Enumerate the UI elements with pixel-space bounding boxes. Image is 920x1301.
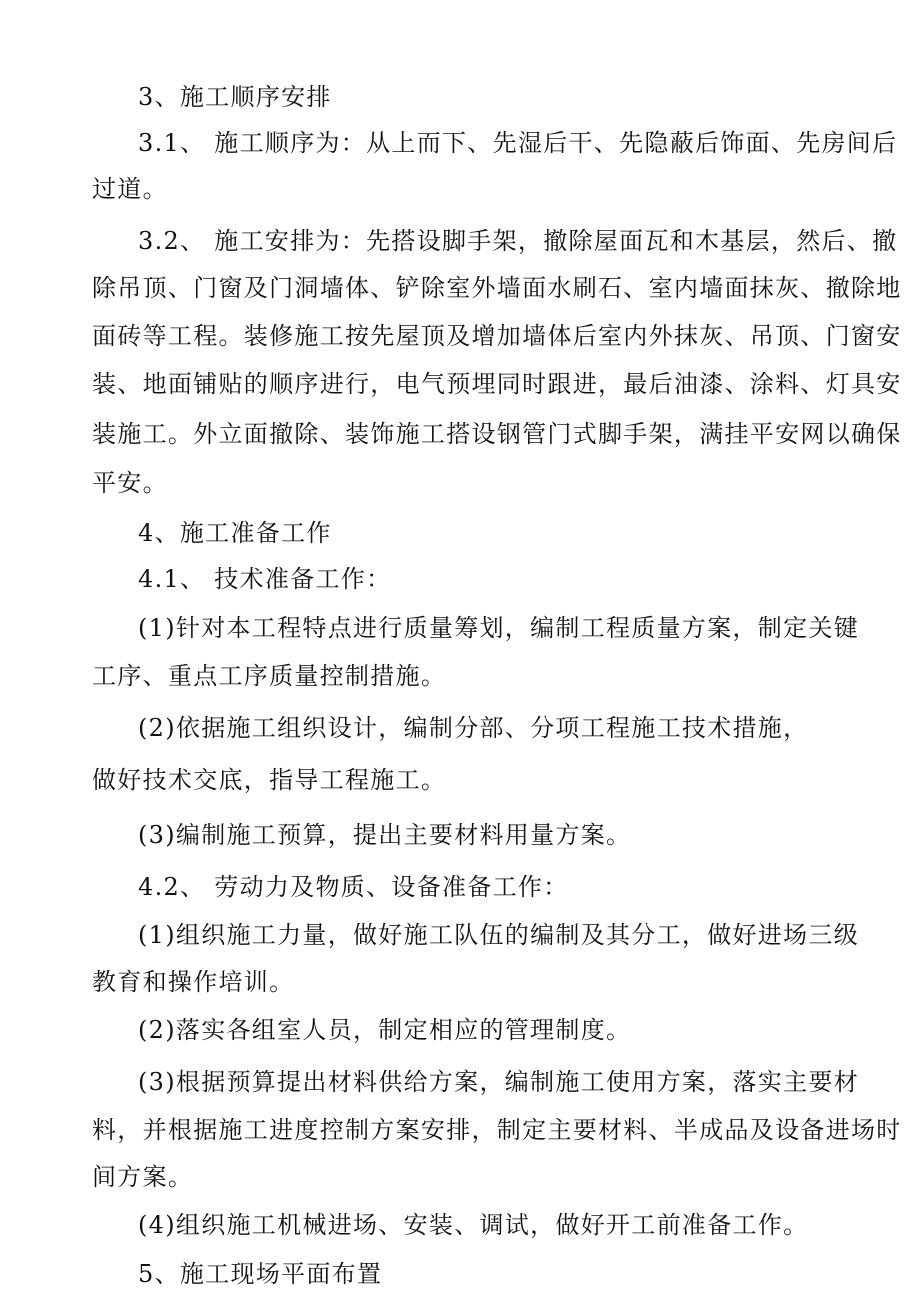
para-3-1-line-2: 过道。 (92, 175, 168, 203)
item-4-2-1-line-2: 教育和操作培训。 (92, 968, 295, 996)
section-4-heading: 4、施工准备工作 (138, 519, 332, 547)
para-3-2-line-1: 3.2、 施工安排为：先搭设脚手架，撤除屋面瓦和木基层，然后、撤 (138, 227, 898, 255)
para-3-2-line-3: 面砖等工程。装修施工按先屋顶及增加墙体后室内外抹灰、吊顶、门窗安 (92, 322, 902, 350)
item-4-2-3-line-2: 料，并根据施工进度控制方案安排，制定主要材料、半成品及设备进场时 (92, 1116, 902, 1144)
para-3-2-line-5: 装施工。外立面撤除、装饰施工搭设钢管门式脚手架，满挂平安网以确保 (92, 420, 902, 448)
item-4-1-1-line-2: 工序、重点工序质量控制措施。 (92, 662, 447, 690)
item-4-2-3-line-3: 间方案。 (92, 1163, 194, 1191)
item-4-1-2-line-1: (2)依据施工组织设计，编制分部、分项工程施工技术措施， (138, 714, 809, 742)
section-3-heading: 3、施工顺序安排 (138, 83, 332, 111)
para-3-2-line-6: 平安。 (92, 469, 168, 497)
item-4-1-2-line-2: 做好技术交底，指导工程施工。 (92, 766, 447, 794)
item-4-2-4-line-1: (4)组织施工机械进场、安装、调试，做好开工前准备工作。 (138, 1211, 809, 1239)
section-5-heading: 5、施工现场平面布置 (138, 1260, 383, 1288)
item-4-1-1-line-1: (1)针对本工程特点进行质量筹划，编制工程质量方案，制定关键 (138, 614, 859, 642)
section-4-1-heading: 4.1、 技术准备工作： (138, 565, 392, 593)
para-3-2-line-4: 装、地面铺贴的顺序进行，电气预埋同时跟进，最后油漆、涂料、灯具安 (92, 370, 902, 398)
para-3-1-line-1: 3.1、 施工顺序为：从上而下、先湿后干、先隐蔽后饰面、先房间后 (138, 129, 898, 157)
item-4-1-3-line-1: (3)编制施工预算，提出主要材料用量方案。 (138, 821, 632, 849)
item-4-2-2-line-1: (2)落实各组室人员，制定相应的管理制度。 (138, 1016, 632, 1044)
item-4-2-3-line-1: (3)根据预算提出材料供给方案，编制施工使用方案，落实主要材 (138, 1068, 859, 1096)
item-4-2-1-line-1: (1)组织施工力量，做好施工队伍的编制及其分工，做好进场三级 (138, 921, 859, 949)
section-4-2-heading: 4.2、 劳动力及物质、设备准备工作： (138, 873, 569, 901)
para-3-2-line-2: 除吊顶、门窗及门洞墙体、铲除室外墙面水刷石、室内墙面抹灰、撤除地 (92, 274, 902, 302)
